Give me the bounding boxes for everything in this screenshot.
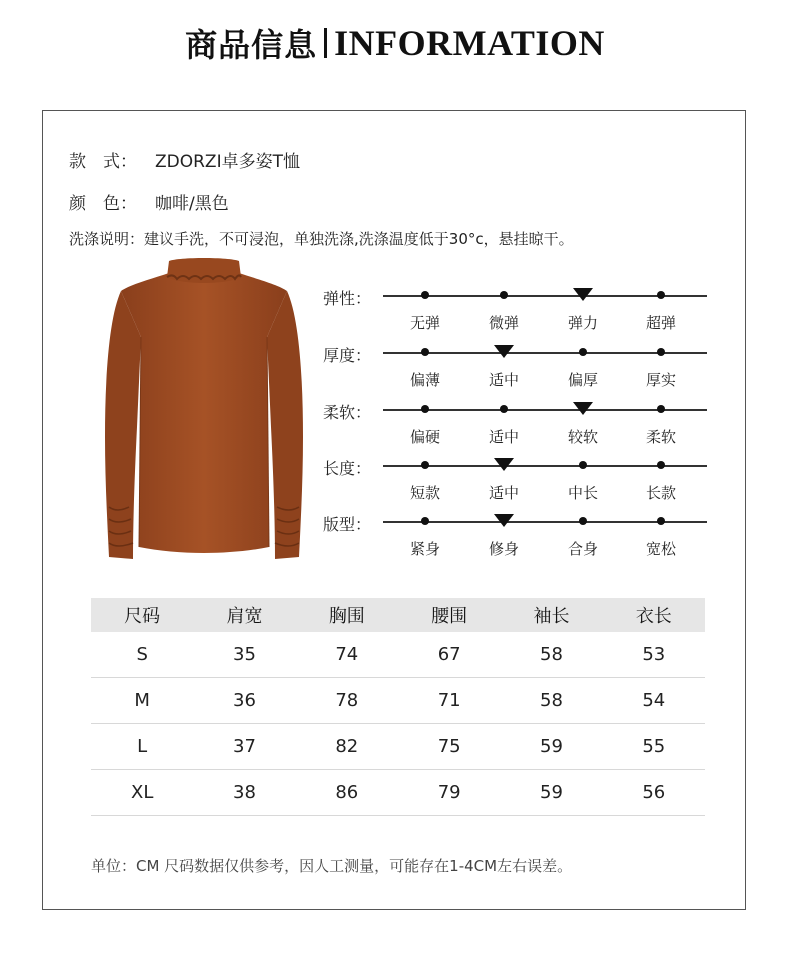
attribute-option: 合身 [567,540,598,558]
attribute-option: 修身 [488,540,519,558]
size-table-header-cell: 衣长 [603,598,705,632]
attribute-label: 厚度： [323,346,372,365]
size-table-cell: 79 [398,770,500,816]
attribute-option: 适中 [488,428,519,446]
attribute-option: 紧身 [409,540,440,558]
attribute-option: 厚实 [645,371,676,389]
table-row [91,678,705,724]
selected-marker-icon [494,514,514,527]
selected-marker-icon [494,345,514,358]
size-table-cell: 35 [193,632,295,678]
size-table-header-cell: 胸围 [296,598,398,632]
attribute-option: 长款 [645,484,676,502]
size-table-cell: 82 [296,724,398,770]
scale-dot [421,405,429,413]
scale-dot [657,517,665,525]
selected-marker-icon [494,458,514,471]
scale-dot [500,405,508,413]
style-label: 款 式： [69,152,137,172]
size-table-cell: 36 [193,678,295,724]
attribute-label: 柔软： [323,403,372,422]
wash-instructions: 洗涤说明：建议手洗，不可浸泡，单独洗涤,洗涤温度低于30°c，悬挂晾干。 [69,230,574,248]
size-table-cell: 71 [398,678,500,724]
size-table-header-cell: 袖长 [500,598,602,632]
attribute-option: 微弹 [488,314,519,332]
size-table-cell: 75 [398,724,500,770]
size-table-cell: 86 [296,770,398,816]
attribute-option: 宽松 [645,540,676,558]
scale-dot [579,348,587,356]
size-table-cell: 55 [603,724,705,770]
info-panel [42,110,746,910]
color-label: 颜 色： [69,194,137,214]
attribute-option: 无弹 [409,314,440,332]
size-table-cell: M [91,678,193,724]
scale-dot [500,291,508,299]
size-table-cell: L [91,724,193,770]
size-table-cell: 54 [603,678,705,724]
size-table-cell: 67 [398,632,500,678]
size-table-header-cell: 肩宽 [193,598,295,632]
attribute-option: 适中 [488,484,519,502]
attribute-option: 超弹 [645,314,676,332]
attribute-option: 偏厚 [567,371,598,389]
measurement-note: 单位：CM 尺码数据仅供参考，因人工测量，可能存在1-4CM左右误差。 [91,857,573,875]
size-table-cell: 58 [500,678,602,724]
size-table-cell: 74 [296,632,398,678]
size-table-header-cell: 腰围 [398,598,500,632]
attribute-row [323,343,723,399]
attribute-label: 版型： [323,515,372,534]
selected-marker-icon [573,288,593,301]
table-row [91,724,705,770]
attribute-option: 较软 [567,428,598,446]
scale-dot [657,348,665,356]
scale-dot [421,291,429,299]
attribute-label: 长度： [323,459,372,478]
scale-dot [657,461,665,469]
scale-dot [421,517,429,525]
attribute-option: 偏薄 [409,371,440,389]
size-table-cell: 38 [193,770,295,816]
scale-dot [421,461,429,469]
size-table-header-cell: 尺码 [91,598,193,632]
style-line [69,147,300,172]
attribute-row [323,456,723,512]
scale-dot [421,348,429,356]
attribute-row [323,512,723,568]
size-table-cell: 53 [603,632,705,678]
size-table-cell: 78 [296,678,398,724]
attribute-option: 弹力 [567,314,598,332]
color-value: 咖啡/黑色 [155,194,229,214]
product-shirt-image [99,257,309,587]
attribute-row [323,286,723,342]
attribute-option: 适中 [488,371,519,389]
attribute-label: 弹性： [323,289,372,308]
title-cn: 商品信息 [185,26,318,64]
size-table-cell: 56 [603,770,705,816]
attribute-option: 短款 [409,484,440,502]
size-table-cell: 59 [500,724,602,770]
size-table-cell: 59 [500,770,602,816]
attribute-option: 柔软 [645,428,676,446]
attribute-row [323,400,723,456]
size-table-cell: S [91,632,193,678]
size-table-header [91,598,705,632]
table-row [91,632,705,678]
size-table-cell: 37 [193,724,295,770]
table-row [91,770,705,816]
color-line [69,189,229,214]
title-en: INFORMATION [334,23,605,63]
scale-dot [579,517,587,525]
size-table-cell: XL [91,770,193,816]
size-table [91,598,705,816]
scale-dot [579,461,587,469]
size-table-cell: 58 [500,632,602,678]
page-header [0,18,790,68]
scale-dot [657,291,665,299]
title-divider [324,28,327,58]
style-value: ZDORZI卓多姿T恤 [155,152,300,172]
attribute-option: 中长 [567,484,598,502]
scale-dot [657,405,665,413]
selected-marker-icon [573,402,593,415]
attribute-option: 偏硬 [409,428,440,446]
